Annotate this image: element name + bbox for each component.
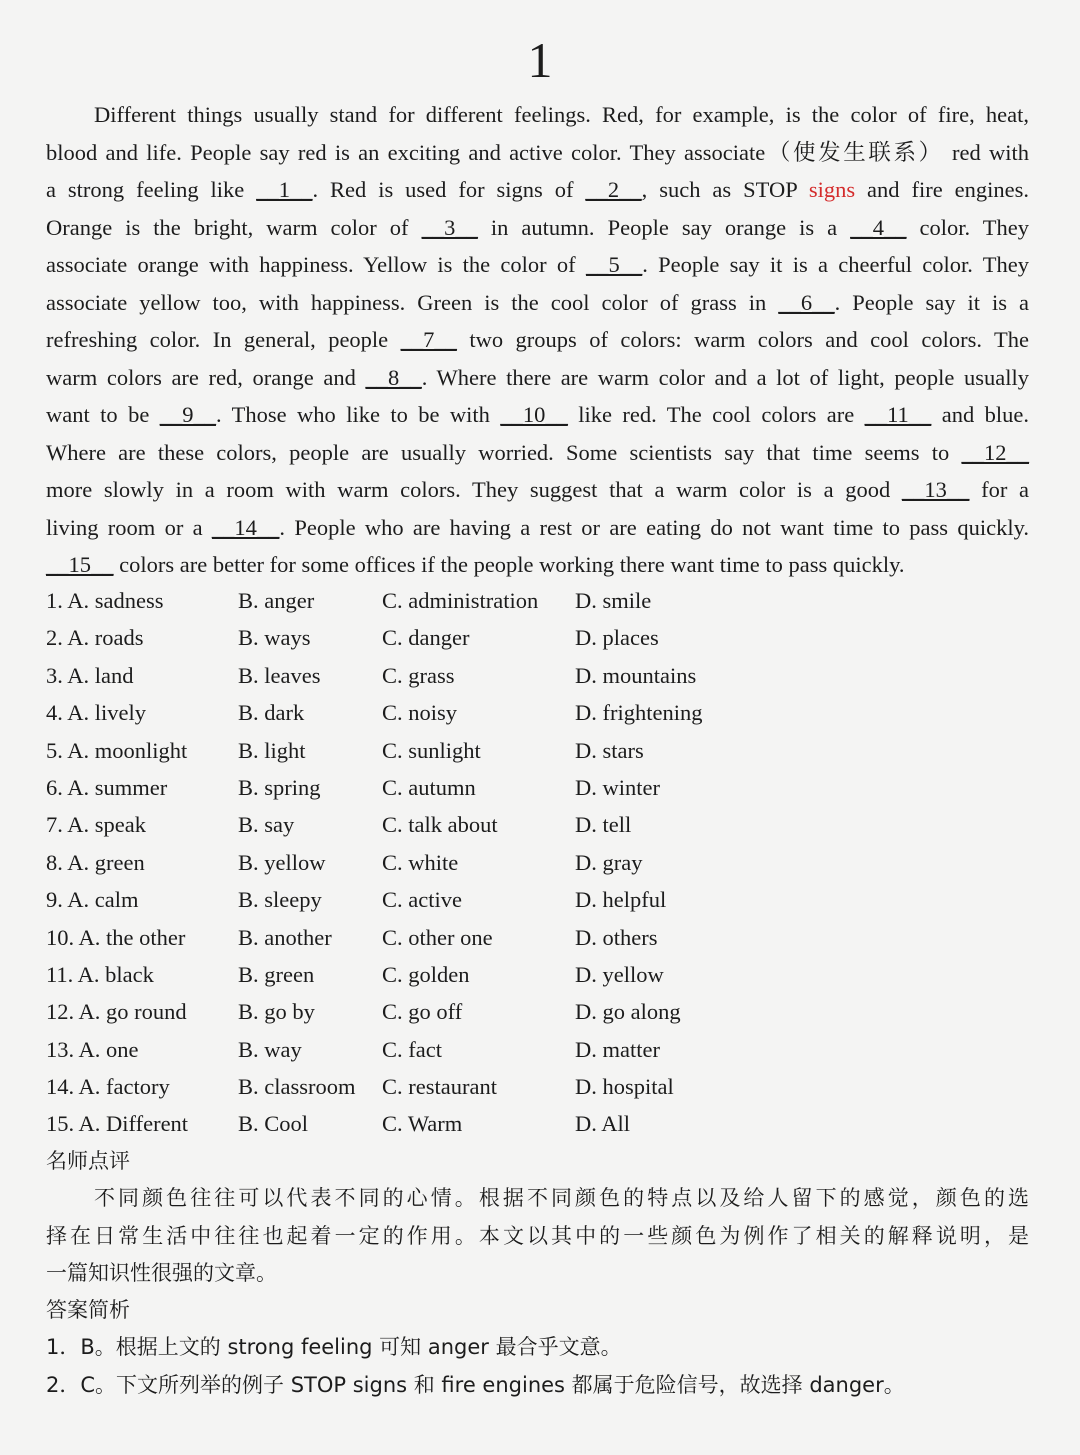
passage-line: refreshing color. In general, people __7__ two groups of colors: warm colors and cool colors. The xyxy=(46,327,1029,352)
option-c: C. noisy xyxy=(382,700,458,726)
option-c: C. golden xyxy=(382,961,470,987)
option-d: D. tell xyxy=(575,812,632,838)
option-d: D. yellow xyxy=(575,961,664,987)
option-d: D. stars xyxy=(575,737,644,763)
option-a: 1. A. sadness xyxy=(46,588,164,613)
option-row xyxy=(46,1068,1036,1105)
option-b: B. sleepy xyxy=(238,887,322,913)
option-c: C. Warm xyxy=(382,1111,463,1137)
option-c: C. restaurant xyxy=(382,1074,497,1100)
commentary-line: 一篇知识性很强的文章。 xyxy=(46,1261,277,1285)
option-b: B. spring xyxy=(238,774,321,800)
option-a: 7. A. speak xyxy=(46,812,146,838)
blank-15: __15__ xyxy=(46,552,114,577)
analysis-line: 1．B。根据上文的 strong feeling 可知 anger 最合乎文意。 xyxy=(46,1335,622,1359)
option-d: D. mountains xyxy=(575,662,697,688)
passage-line: Where are these colors, people are usually worried. Some scientists say that time seems to __12__ xyxy=(46,439,1029,465)
option-row xyxy=(46,993,1036,1030)
option-c: C. other one xyxy=(382,924,493,950)
blank-2: __2__ xyxy=(585,177,642,202)
option-a: 9. A. calm xyxy=(46,887,139,913)
option-c: C. talk about xyxy=(382,812,498,838)
blank-11: __11__ xyxy=(864,402,932,427)
blank-4: __4__ xyxy=(850,214,907,240)
option-d: D. matter xyxy=(575,1036,660,1062)
option-row xyxy=(46,806,1036,843)
passage-line: __15__ colors are better for some offices if the people working there want time to pass quickly. xyxy=(46,552,905,577)
option-c: C. administration xyxy=(382,588,539,613)
passage-line: living room or a __14__. People who are having a rest or are eating do not want time to pass quickly. xyxy=(46,514,1030,540)
answer-analysis-section xyxy=(46,1292,1029,1404)
option-c: C. sunlight xyxy=(382,737,481,763)
option-a: 13. A. one xyxy=(46,1036,139,1062)
option-b: B. go by xyxy=(238,999,315,1025)
blank-5: __5__ xyxy=(585,252,643,277)
option-row xyxy=(46,1105,1036,1142)
option-d: D. gray xyxy=(575,849,643,875)
option-b: B. way xyxy=(238,1036,302,1062)
passage-line: Different things usually stand for different feelings. Red, for example, is the color of fire, heat, xyxy=(94,102,1029,127)
option-row xyxy=(46,1031,1036,1068)
blank-8: __8__ xyxy=(365,364,422,390)
option-c: C. go off xyxy=(382,999,463,1025)
option-d: D. All xyxy=(575,1111,631,1137)
option-row xyxy=(46,582,1036,619)
option-d: D. helpful xyxy=(575,887,667,913)
passage-line: warm colors are red, orange and __8__. Where there are warm color and a lot of light, people usually xyxy=(46,364,1029,390)
blank-13: __13__ xyxy=(901,477,970,502)
option-d: D. go along xyxy=(575,999,681,1025)
option-a: 11. A. black xyxy=(46,961,154,987)
option-row xyxy=(46,619,1036,656)
option-c: C. fact xyxy=(382,1036,442,1062)
option-a: 6. A. summer xyxy=(46,774,168,800)
blank-9: __9__ xyxy=(159,402,216,427)
option-b: B. Cool xyxy=(238,1111,309,1137)
option-a: 8. A. green xyxy=(46,849,145,875)
option-b: B. anger xyxy=(238,588,315,613)
option-row xyxy=(46,881,1036,918)
passage-line: associate orange with happiness. Yellow is the color of __5__. People say it is a cheerful color. They xyxy=(46,252,1029,277)
commentary-line: 不同颜色往往可以代表不同的心情。根据不同颜色的特点以及给人留下的感觉，颜色的选 xyxy=(94,1186,1029,1210)
option-d: D. frightening xyxy=(575,700,703,726)
option-b: B. another xyxy=(238,924,332,950)
highlighted-word: signs xyxy=(808,177,856,202)
cloze-passage xyxy=(46,96,1029,584)
blank-7: __7__ xyxy=(400,327,457,352)
passage-line: more slowly in a room with warm colors. They suggest that a warm color is a good __13__ for a xyxy=(46,477,1029,502)
option-d: D. winter xyxy=(575,774,660,800)
commentary-line: 择在日常生活中往往也起着一定的作用。本文以其中的一些颜色为例作了相关的解释说明，是 xyxy=(46,1223,1029,1248)
blank-3: __3__ xyxy=(421,214,478,240)
option-a: 14. A. factory xyxy=(46,1074,170,1100)
page-number: 1 xyxy=(527,32,553,88)
blank-14: __14__ xyxy=(211,514,280,540)
option-a: 2. A. roads xyxy=(46,625,144,651)
option-c: C. white xyxy=(382,849,459,875)
blank-10: __10__ xyxy=(500,402,568,427)
option-a: 3. A. land xyxy=(46,662,134,688)
option-b: B. light xyxy=(238,737,306,763)
option-d: D. places xyxy=(575,625,659,651)
passage-line: blood and life. People say red is an exciting and active color. They associate（使发生联系） red with xyxy=(46,139,1029,165)
passage-line: want to be __9__. Those who like to be with __10__ like red. The cool colors are __11__ and blue. xyxy=(46,402,1029,427)
option-a: 12. A. go round xyxy=(46,999,187,1025)
option-c: C. grass xyxy=(382,662,455,688)
option-c: C. danger xyxy=(382,625,470,651)
option-row xyxy=(46,657,1036,694)
commentary-heading: 名师点评 xyxy=(46,1149,130,1173)
commentary-section xyxy=(46,1143,1029,1293)
option-a: 15. A. Different xyxy=(46,1111,189,1137)
option-b: B. say xyxy=(238,812,295,838)
option-c: C. autumn xyxy=(382,774,476,800)
option-a: 5. A. moonlight xyxy=(46,737,188,763)
option-b: B. leaves xyxy=(238,662,321,688)
option-row xyxy=(46,769,1036,806)
blank-12: __12__ xyxy=(961,439,1029,465)
option-c: C. active xyxy=(382,887,462,913)
option-d: D. hospital xyxy=(575,1074,674,1100)
option-d: D. others xyxy=(575,924,658,950)
option-row xyxy=(46,956,1036,993)
option-row xyxy=(46,919,1036,956)
option-d: D. smile xyxy=(575,588,652,613)
option-b: B. green xyxy=(238,961,315,987)
option-b: B. yellow xyxy=(238,849,326,875)
option-a: 4. A. lively xyxy=(46,700,146,726)
passage-line: Orange is the bright, warm color of __3__ in autumn. People say orange is a __4__ color. They xyxy=(46,214,1029,240)
analysis-line: 2．C。下文所列举的例子 STOP signs 和 fire engines 都属于危险信号，故选择 danger。 xyxy=(46,1372,905,1397)
blank-6: __6__ xyxy=(778,289,835,315)
option-row xyxy=(46,844,1036,881)
analysis-heading: 答案简析 xyxy=(46,1298,130,1322)
option-b: B. ways xyxy=(238,625,311,651)
passage-line: associate yellow too, with happiness. Green is the cool color of grass in __6__. People say it is a xyxy=(46,289,1029,315)
option-b: B. classroom xyxy=(238,1074,356,1100)
option-b: B. dark xyxy=(238,700,305,726)
blank-1: __1__ xyxy=(256,177,313,202)
passage-line: a strong feeling like __1__. Red is used for signs of __2__, such as STOP signs and fire engines. xyxy=(46,177,1029,202)
option-a: 10. A. the other xyxy=(46,924,186,950)
option-row xyxy=(46,694,1036,731)
answer-options xyxy=(46,582,1036,1143)
option-row xyxy=(46,732,1036,769)
